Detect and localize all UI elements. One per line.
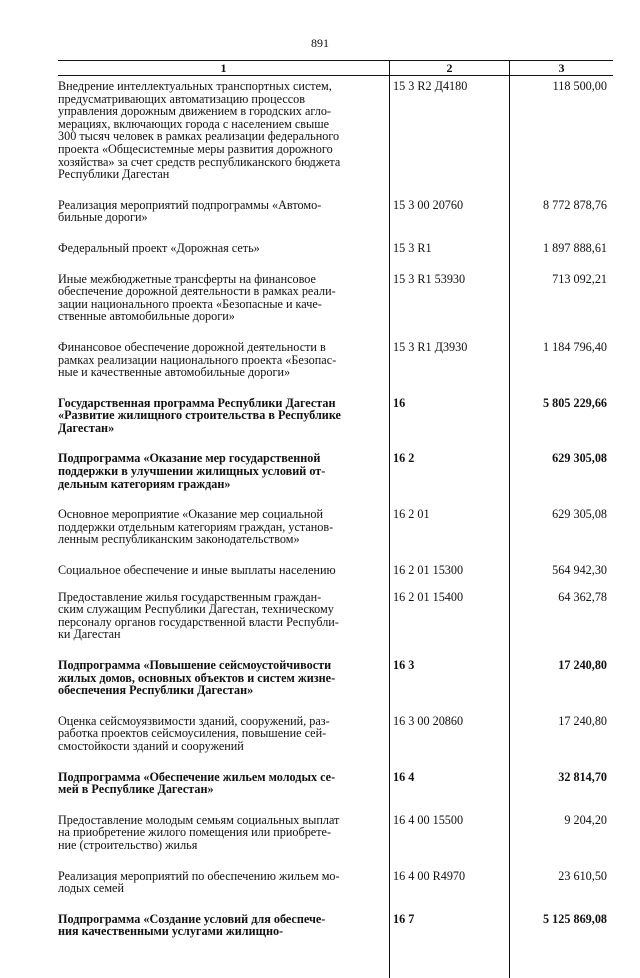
budget-table <box>58 60 613 978</box>
row-description: Иные межбюджетные трансферты на финансовое обеспечение дорожной деятельности в рамках реали- зации национального проекта «Безопасные и каче- ственные автомобильные дороги» <box>58 271 336 324</box>
row-code: 16 4 00 R4970 <box>389 866 509 909</box>
row-description: Подпрограмма «Повышение сейсмоустойчивости жилых домов, основных объектов и систем жизне- обеспечения Республики Дагестан» <box>58 658 336 698</box>
table-row <box>58 810 613 866</box>
row-amount: 564 942,30 <box>509 560 613 587</box>
row-amount: 629 305,08 <box>509 504 613 560</box>
table-row <box>58 655 613 711</box>
row-description: Основное мероприятие «Оказание мер социальной поддержки отдельным категориям граждан, установ- ленным республиканским законодательством» <box>58 507 334 547</box>
row-description-cell <box>58 393 389 449</box>
header-col-2: 2 <box>389 61 509 75</box>
row-description-cell <box>58 448 389 504</box>
row-code: 16 3 00 20860 <box>389 711 509 767</box>
row-description: Реализация мероприятий подпрограммы «Автомо- бильные дороги» <box>58 197 322 225</box>
row-description-cell <box>58 76 389 195</box>
header-col-1: 1 <box>220 61 227 75</box>
table-row <box>58 711 613 767</box>
row-description-cell <box>58 587 389 655</box>
row-description-cell <box>58 269 389 337</box>
row-amount: 5 125 869,08 <box>509 909 613 978</box>
row-description: Финансовое обеспечение дорожной деятельности в рамках реализации национального проекта «Безопас- ные и качественные автомобильные дороги» <box>58 339 337 380</box>
row-amount: 5 805 229,66 <box>509 393 613 449</box>
row-code: 16 2 01 15300 <box>389 560 509 587</box>
row-description: Внедрение интеллектуальных транспортных систем, предусматривающих автоматизацию процессов управления дорожным движением в городских агло- мерациях, включающих города с населением свыше 300 тысяч человек в рамках реализации федерального проекта «Общесистемные меры развития дорожного хозяйства» за счет средств республиканского бюджета Республики Дагестан <box>58 79 341 182</box>
row-description: Социальное обеспечение и иные выплаты населению <box>58 563 336 578</box>
table-row <box>58 909 613 978</box>
row-description: Государственная программа Республики Дагестан «Развитие жилищного строительства в Республике Дагестан» <box>58 395 341 435</box>
row-code: 16 7 <box>389 909 509 978</box>
row-description-cell <box>58 560 389 587</box>
row-code: 16 2 01 15400 <box>389 587 509 655</box>
row-code: 16 4 00 15500 <box>389 810 509 866</box>
row-amount: 629 305,08 <box>509 448 613 504</box>
row-code: 16 2 01 <box>389 504 509 560</box>
row-amount: 32 814,70 <box>509 767 613 810</box>
row-description-cell <box>58 504 389 560</box>
table-row <box>58 195 613 238</box>
row-description: Реализация мероприятий по обеспечению жильем мо- лодых семей <box>58 868 340 896</box>
row-description: Предоставление жилья государственным граждан- ским служащим Республики Дагестан, техническому персоналу органов государственной власти Республи- ки Дагестан <box>58 589 339 642</box>
row-description-cell <box>58 195 389 238</box>
row-description-cell <box>58 866 389 909</box>
row-description: Предоставление молодым семьям социальных выплат на приобретение жилого помещения или приобрете- ние (строительство) жилья <box>58 812 340 852</box>
row-amount: 713 092,21 <box>509 269 613 337</box>
table-row <box>58 448 613 504</box>
table-row <box>58 767 613 810</box>
row-code: 16 <box>389 393 509 449</box>
row-description-cell <box>58 711 389 767</box>
table-row <box>58 504 613 560</box>
table-body <box>58 76 613 978</box>
row-amount: 64 362,78 <box>509 587 613 655</box>
row-code: 15 3 R1 53930 <box>389 269 509 337</box>
row-amount: 1 897 888,61 <box>509 238 613 269</box>
table-row <box>58 393 613 449</box>
table-row <box>58 269 613 337</box>
table-header <box>58 60 613 76</box>
row-description-cell <box>58 767 389 810</box>
row-description-cell <box>58 238 389 269</box>
row-description-cell <box>58 655 389 711</box>
row-description-cell <box>58 909 389 978</box>
table-row <box>58 587 613 655</box>
row-description: Подпрограмма «Обеспечение жильем молодых се- мей в Республике Дагестан» <box>58 769 336 797</box>
table-row <box>58 238 613 269</box>
row-code: 15 3 R1 <box>389 238 509 269</box>
header-col-3: 3 <box>509 61 613 75</box>
row-amount: 17 240,80 <box>509 711 613 767</box>
row-amount: 118 500,00 <box>509 76 613 195</box>
table-row <box>58 76 613 195</box>
row-description: Оценка сейсмоуязвимости зданий, сооружений, раз- работка проектов сейсмоусиления, повышение сей- смостойкости зданий и сооружений <box>58 713 330 753</box>
table-row <box>58 337 613 393</box>
row-code: 15 3 00 20760 <box>389 195 509 238</box>
row-description-cell <box>58 337 389 393</box>
table-row <box>58 866 613 909</box>
row-amount: 9 204,20 <box>509 810 613 866</box>
row-description: Подпрограмма «Создание условий для обеспече- ния качественными услугами жилищно- <box>58 911 326 939</box>
row-code: 16 3 <box>389 655 509 711</box>
row-code: 16 4 <box>389 767 509 810</box>
row-amount: 1 184 796,40 <box>509 337 613 393</box>
row-description: Подпрограмма «Оказание мер государственной поддержки в улучшении жилищных условий от- дельным категориям граждан» <box>58 451 326 491</box>
row-amount: 8 772 878,76 <box>509 195 613 238</box>
row-code: 15 3 R2 Д4180 <box>389 76 509 195</box>
page-number: 891 <box>311 36 329 50</box>
row-description-cell <box>58 810 389 866</box>
row-amount: 23 610,50 <box>509 866 613 909</box>
row-amount: 17 240,80 <box>509 655 613 711</box>
row-code: 16 2 <box>389 448 509 504</box>
row-description: Федеральный проект «Дорожная сеть» <box>58 240 260 255</box>
table-row <box>58 560 613 587</box>
row-code: 15 3 R1 Д3930 <box>389 337 509 393</box>
